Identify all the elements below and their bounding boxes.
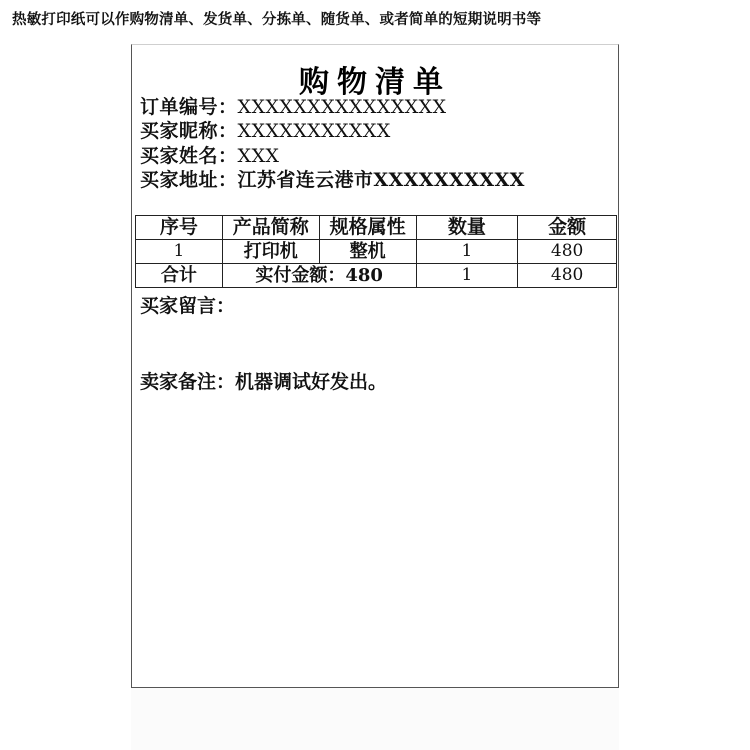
cell-quantity: 1 <box>416 240 518 264</box>
cell-index: 1 <box>136 240 223 264</box>
paper-shadow <box>131 688 619 750</box>
header-spec: 规格属性 <box>319 216 416 240</box>
buyer-message-row <box>140 291 235 318</box>
buyer-message-label: 买家留言： <box>140 295 236 317</box>
seller-note-row <box>140 367 387 394</box>
header-index: 序号 <box>136 216 223 240</box>
cell-product: 打印机 <box>222 240 319 264</box>
table-header-row <box>136 216 617 240</box>
table-total-row <box>136 264 617 288</box>
total-label: 合计 <box>136 264 223 288</box>
buyer-address-row <box>140 168 525 192</box>
order-number-row <box>140 95 446 119</box>
buyer-name-row <box>140 144 279 168</box>
buyer-nickname-row <box>140 119 391 143</box>
total-paid: 实付金额：480 <box>222 264 416 288</box>
header-amount: 金额 <box>518 216 617 240</box>
buyer-name-value: XXX <box>237 145 280 167</box>
buyer-nickname-label: 买家昵称： <box>140 120 238 142</box>
receipt-title: 购物清单 <box>299 65 451 100</box>
seller-note-label: 卖家备注： <box>140 371 236 393</box>
cell-amount: 480 <box>518 240 617 264</box>
page-caption: 热敏打印纸可以作购物清单、发货单、分拣单、随货单、或者简单的短期说明书等 <box>12 12 542 28</box>
order-number-label: 订单编号： <box>140 96 238 118</box>
total-amount: 480 <box>518 264 617 288</box>
buyer-address-label: 买家地址： <box>140 169 238 191</box>
total-quantity: 1 <box>416 264 518 288</box>
buyer-address-value: 江苏省连云港市XXXXXXXXXX <box>237 169 525 191</box>
buyer-nickname-value: XXXXXXXXXXX <box>237 120 391 142</box>
receipt-sheet <box>131 44 619 688</box>
table-row <box>136 240 617 264</box>
order-number-value: XXXXXXXXXXXXXXX <box>237 96 447 118</box>
order-table <box>135 215 617 288</box>
seller-note-value: 机器调试好发出。 <box>235 371 388 393</box>
header-quantity: 数量 <box>416 216 518 240</box>
header-product: 产品简称 <box>222 216 319 240</box>
cell-spec: 整机 <box>319 240 416 264</box>
buyer-name-label: 买家姓名： <box>140 145 238 167</box>
